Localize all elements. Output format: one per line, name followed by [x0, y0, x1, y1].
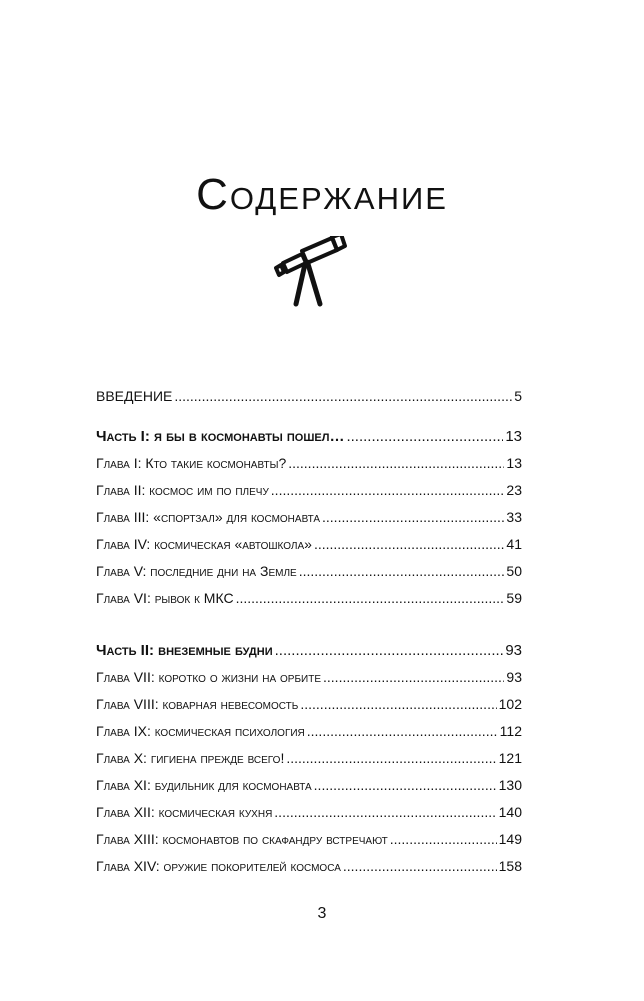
page-title: Содержание: [196, 170, 448, 220]
toc-chapter[interactable]: [96, 531, 522, 558]
toc-chapter-page: 93: [506, 669, 522, 685]
toc-leader: [346, 423, 503, 450]
toc-chapter-page: 112: [499, 723, 522, 739]
toc-chapter-label: Глава IV: космическая «автошкола»: [96, 536, 312, 552]
toc-chapter[interactable]: [96, 585, 522, 612]
toc-leader: [274, 799, 496, 826]
toc-chapter[interactable]: [96, 826, 522, 853]
toc-chapter-page: 158: [498, 858, 522, 874]
toc-chapter-label: Глава XII: космическая кухня: [96, 804, 273, 820]
toc-chapter[interactable]: [96, 853, 522, 880]
toc-chapter-page: 23: [506, 482, 522, 498]
toc-chapter-label: Глава II: космос им по плечу: [96, 482, 269, 498]
toc-chapter-label: Глава XI: будильник для космонавта: [96, 777, 312, 793]
toc-chapter[interactable]: [96, 504, 522, 531]
toc-chapter-label: Глава VI: рывок к МКС: [96, 590, 234, 606]
toc-part-page: 93: [505, 642, 522, 659]
toc-chapter[interactable]: [96, 691, 522, 718]
toc-chapter-page: 121: [498, 750, 522, 766]
toc-chapter[interactable]: [96, 450, 522, 477]
toc-leader: [323, 664, 504, 691]
toc-chapter-page: 41: [506, 536, 522, 552]
toc-chapter-label: Глава XIV: оружие покорителей космоса: [96, 858, 341, 874]
toc-part-2[interactable]: [96, 637, 522, 664]
toc-chapter[interactable]: [96, 799, 522, 826]
toc-chapter-page: 13: [506, 455, 522, 471]
toc-leader: [174, 383, 512, 410]
toc-leader: [275, 637, 504, 664]
toc-chapter-page: 130: [498, 777, 522, 793]
toc-part-page: 13: [505, 428, 522, 445]
toc-leader: [271, 477, 505, 504]
toc-chapter-label: Глава VIII: коварная невесомость: [96, 696, 299, 712]
toc-entry-intro[interactable]: [96, 383, 522, 410]
toc-chapter-label: Глава VII: коротко о жизни на орбите: [96, 669, 322, 685]
toc-part-1[interactable]: [96, 423, 522, 450]
toc-chapter-label: Глава X: гигиена прежде всего!: [96, 750, 285, 766]
toc-part-label: Часть II: внеземные будни: [96, 642, 273, 659]
toc-leader: [299, 558, 505, 585]
toc-chapter[interactable]: [96, 772, 522, 799]
toc-chapter-label: Глава V: последние дни на Земле: [96, 563, 297, 579]
toc-chapter-page: 59: [506, 590, 522, 606]
toc-chapter[interactable]: [96, 477, 522, 504]
toc-chapter-page: 50: [506, 563, 522, 579]
toc-chapter-label: Глава I: Кто такие космонавты?: [96, 455, 287, 471]
toc-leader: [314, 531, 504, 558]
toc-chapter-page: 33: [506, 509, 522, 525]
toc-leader: [300, 691, 496, 718]
toc-leader: [314, 772, 497, 799]
toc-chapter-label: Глава III: «спортзал» для космонавта: [96, 509, 321, 525]
toc-chapter[interactable]: [96, 664, 522, 691]
toc-chapter[interactable]: [96, 745, 522, 772]
toc-leader: [286, 745, 496, 772]
toc-chapter-label: Глава IX: космическая психология: [96, 723, 305, 739]
toc-chapter-page: 140: [498, 804, 522, 820]
toc-leader: [236, 585, 505, 612]
toc-leader: [288, 450, 504, 477]
telescope-icon: [272, 236, 348, 308]
page-number: 3: [317, 905, 327, 922]
toc-leader: [390, 826, 497, 853]
toc-leader: [307, 718, 498, 745]
toc-chapter-label: Глава XIII: космонавтов по скафандру встречают: [96, 831, 388, 847]
toc-leader: [322, 504, 504, 531]
toc-entry-label: ВВЕДЕНИЕ: [96, 388, 173, 404]
toc-leader: [343, 853, 497, 880]
toc-chapter-page: 149: [498, 831, 522, 847]
toc-entry-page: 5: [514, 388, 522, 404]
toc-chapter[interactable]: [96, 558, 522, 585]
toc-part-label: Часть I: я бы в космонавты пошел…: [96, 428, 345, 445]
toc-chapter[interactable]: [96, 718, 522, 745]
table-of-contents: [96, 383, 522, 880]
toc-chapter-page: 102: [498, 696, 522, 712]
